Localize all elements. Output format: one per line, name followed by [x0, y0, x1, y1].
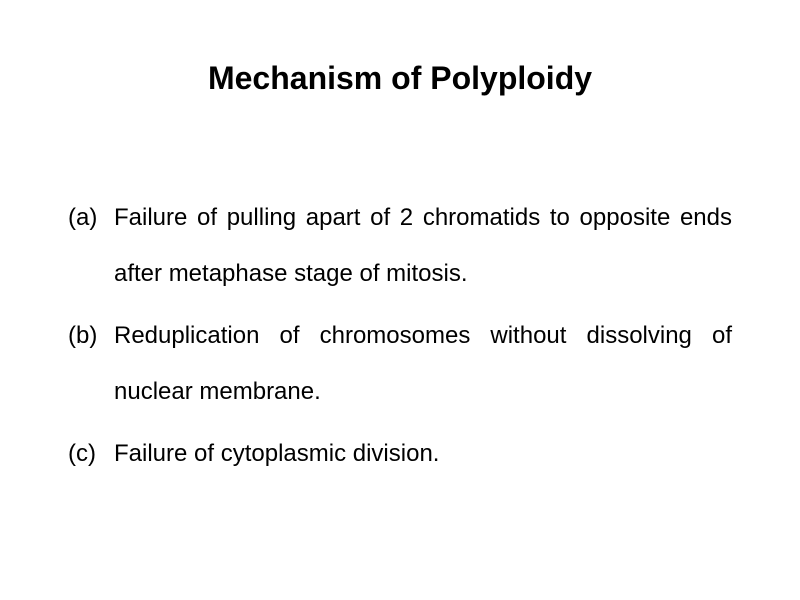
list-marker-c: (c)	[68, 440, 96, 467]
list-item-b	[68, 308, 732, 420]
list-marker-b: (b)	[68, 322, 98, 349]
list-text-c: Failure of cytoplasmic division.	[114, 440, 440, 467]
slide-title: Mechanism of Polyploidy	[207, 60, 593, 96]
list-item-c	[68, 426, 732, 482]
list-item-a	[68, 190, 732, 302]
list-marker-a: (a)	[68, 204, 98, 231]
list-text-b: Reduplication of chromosomes without dissolving of nuclear membrane.	[114, 322, 732, 405]
list-text-a: Failure of pulling apart of 2 chromatids to opposite ends after metaphase stage of mitosis.	[114, 204, 732, 287]
mechanism-list	[68, 190, 732, 482]
